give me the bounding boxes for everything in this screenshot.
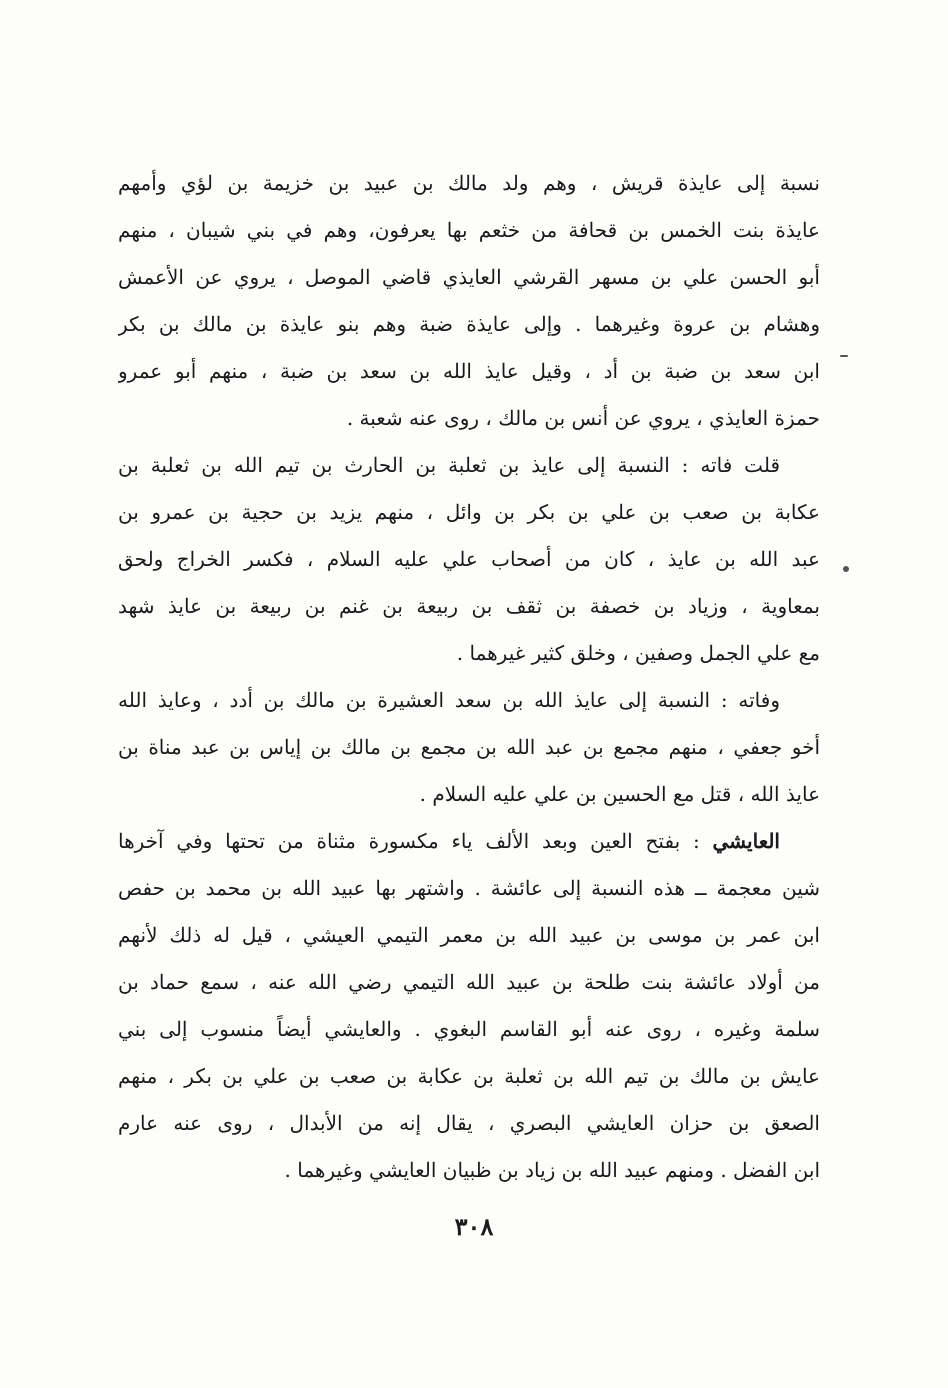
- text-line: الصعق بن حزان العايشي البصري ، يقال إنه من الأبدال ، روى عنه عارم: [118, 1111, 820, 1135]
- text-line: حمزة العايذي ، يروي عن أنس بن مالك ، روى عنه شعبة .: [346, 406, 820, 430]
- entry-heading-continuation: : بفتح العين وبعد الألف ياء مكسورة مثناة من تحتها وفي آخرها: [118, 829, 700, 853]
- text-line: عايش بن مالك بن تيم الله بن ثعلبة بن عكابة بن صعب بن علي بن بكر ، منهم: [118, 1064, 820, 1088]
- text-line: أبو الحسن علي بن مسهر القرشي العايذي قاضي الموصل ، يروي عن الأعمش: [118, 265, 820, 289]
- text-line: ابن الفضل . ومنهم عبيد الله بن زياد بن ظبيان العايشي وغيرهما .: [284, 1158, 820, 1182]
- text-block: [118, 160, 820, 1194]
- text-line: قلت فاته : النسبة إلى عايذ بن ثعلبة بن الحارث بن تيم الله بن ثعلبة بن: [118, 453, 780, 477]
- entry-heading: العايشي: [712, 829, 780, 853]
- scan-speck: [840, 355, 848, 357]
- text-line: ابن سعد بن ضبة بن أد ، وقيل عايذ الله بن سعد بن ضبة ، منهم أبو عمرو: [118, 359, 820, 383]
- scan-speck: [843, 566, 849, 572]
- text-line: بمعاوية ، وزياد بن خصفة بن ثقف بن ربيعة بن غنم بن ربيعة بن عايذ شهد: [118, 594, 820, 618]
- text-line: نسبة إلى عايذة قريش ، وهم ولد مالك بن عبيد بن خزيمة بن لؤي وأمهم: [118, 171, 820, 195]
- text-line: من أولاد عائشة بنت طلحة بن عبيد الله التيمي رضي الله عنه ، سمع حماد بن: [118, 970, 820, 994]
- text-line: عايذ الله ، قتل مع الحسين بن علي عليه السلام .: [419, 782, 820, 806]
- text-line: وهشام بن عروة وغيرهما . وإلى عايذة ضبة وهم بنو عايذة بن مالك بن بكر: [118, 312, 820, 336]
- text-line: مع علي الجمل وصفين ، وخلق كثير غيرهما .: [456, 641, 820, 665]
- text-line: عكابة بن صعب بن علي بن بكر بن وائل ، منهم يزيد بن حجية بن عمرو بن: [118, 500, 820, 524]
- page-number: ٣٠٨: [454, 1212, 494, 1241]
- text-line: عايذة بنت الخمس بن قحافة من خثعم بها يعرفون، وهم في بني شيبان ، منهم: [118, 218, 820, 242]
- text-line: سلمة وغيره ، روى عنه أبو القاسم البغوي . والعايشي أيضاً منسوب إلى بني: [118, 1017, 820, 1041]
- text-line: [118, 818, 820, 865]
- text-line: أخو جعفي ، منهم مجمع بن عبد الله بن مجمع بن مالك بن إياس بن عبد مناة بن: [118, 735, 820, 759]
- text-line: عبد الله بن عايذ ، كان من أصحاب علي عليه السلام ، فكسر الخراج ولحق: [118, 547, 820, 571]
- text-line: وفاته : النسبة إلى عايذ الله بن سعد العشيرة بن مالك بن أدد ، وعايذ الله: [118, 688, 780, 712]
- text-line: شين معجمة ــ هذه النسبة إلى عائشة . واشتهر بها عبيد الله بن محمد بن حفص: [118, 876, 820, 900]
- text-line: ابن عمر بن موسى بن عبيد الله بن معمر التيمي العيشي ، قيل له ذلك لأنهم: [118, 923, 820, 947]
